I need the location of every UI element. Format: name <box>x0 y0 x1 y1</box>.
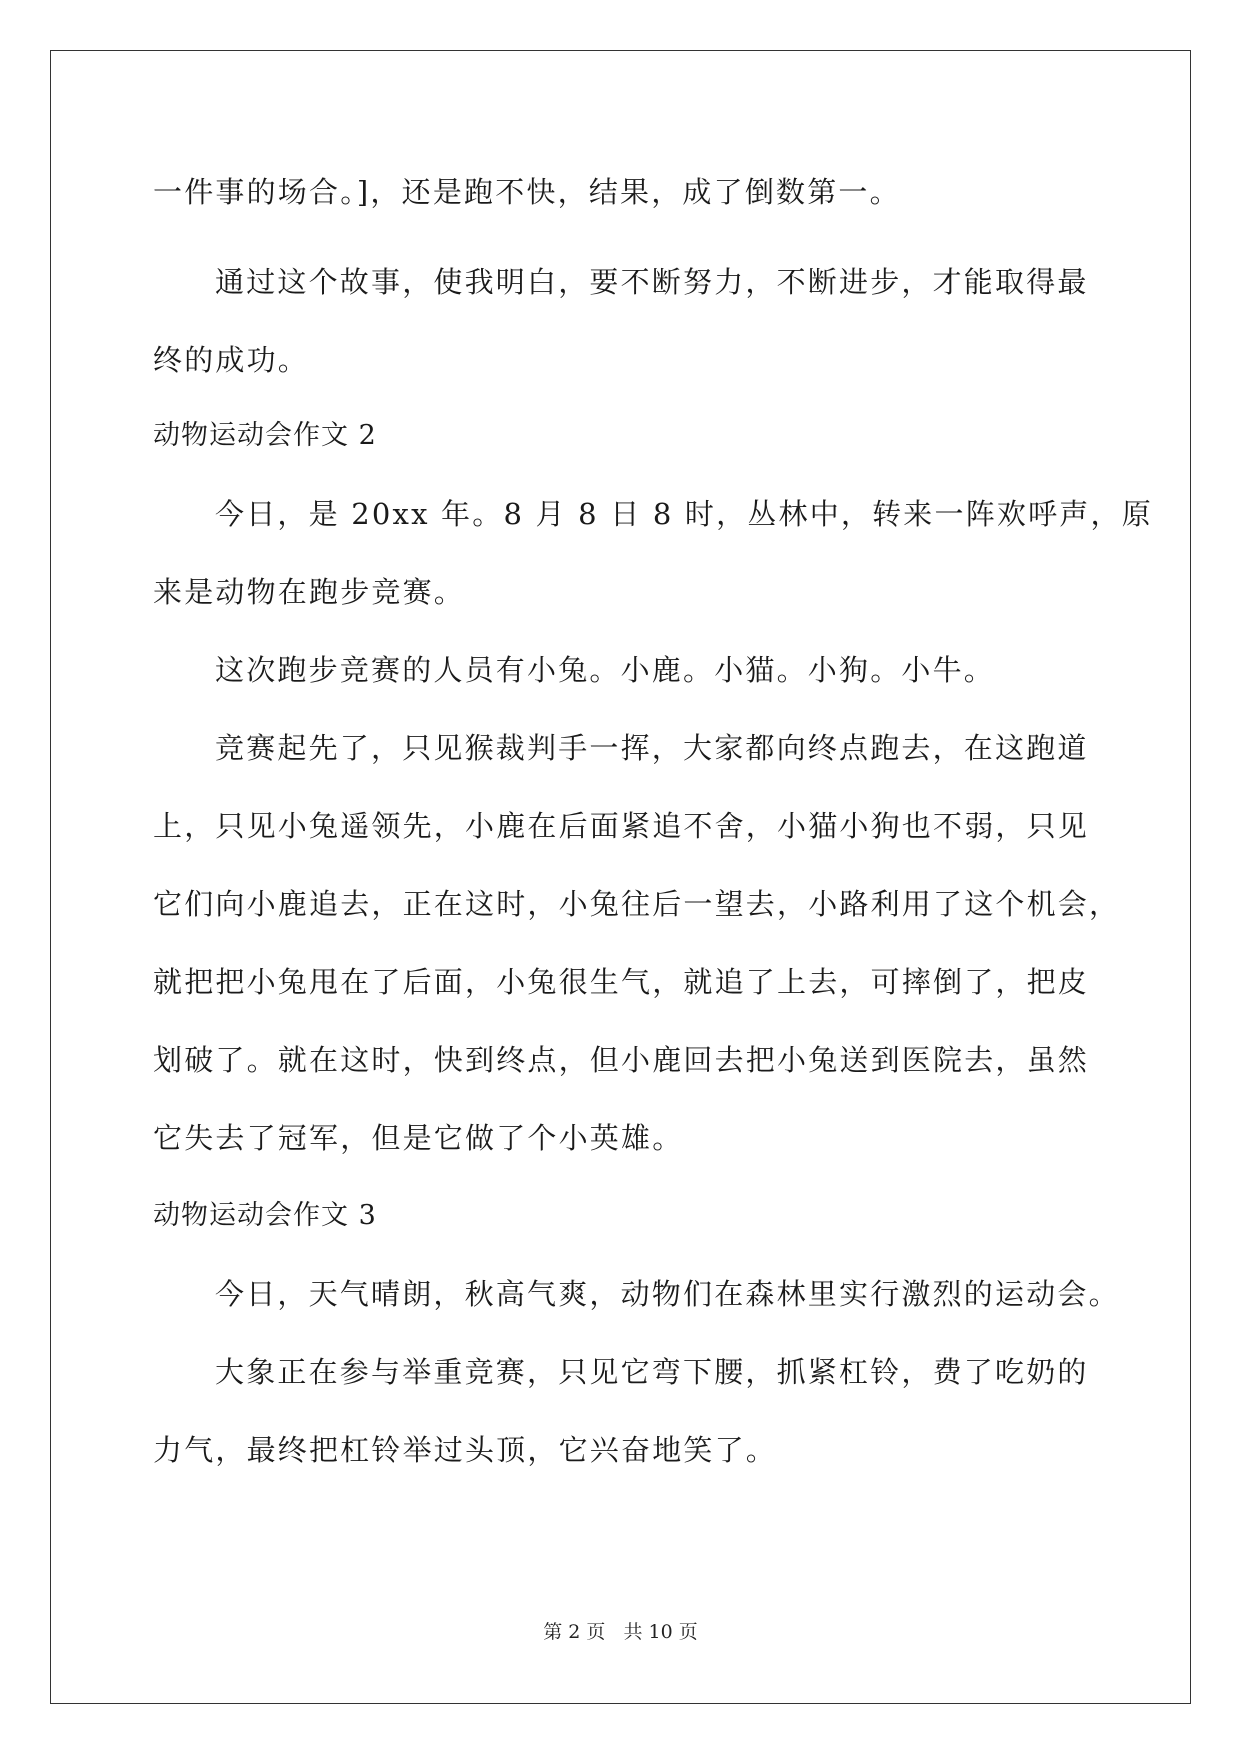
section-heading: 动物运动会作文 2 <box>153 420 377 451</box>
text-line: 今日，天气晴朗，秋高气爽，动物们在森林里实行激烈的运动会。 <box>215 1277 1120 1311</box>
text-line: 今日，是 20xx 年。8 月 8 日 8 时，丛林中，转来一阵欢呼声，原 <box>215 497 1153 531</box>
text-line: 它们向小鹿追去，正在这时，小兔往后一望去，小路利用了这个机会， <box>153 887 1121 921</box>
text-line: 终的成功。 <box>153 343 310 377</box>
text-line: 来是动物在跑步竞赛。 <box>153 575 466 609</box>
text-line: 这次跑步竞赛的人员有小兔。小鹿。小猫。小狗。小牛。 <box>215 653 996 687</box>
text-line: 就把把小兔甩在了后面，小兔很生气，就追了上去，可摔倒了，把皮 <box>153 965 1090 999</box>
page-footer <box>0 1620 1241 1644</box>
text-line: 大象正在参与举重竞赛，只见它弯下腰，抓紧杠铃，费了吃奶的 <box>215 1355 1089 1389</box>
page-number: 第 2 页 <box>543 1621 606 1643</box>
text-line: 划破了。就在这时，快到终点，但小鹿回去把小兔送到医院去，虽然 <box>153 1043 1090 1077</box>
text-line: 它失去了冠军，但是它做了个小英雄。 <box>153 1121 684 1155</box>
text-line: 上，只见小兔遥领先，小鹿在后面紧追不舍，小猫小狗也不弱，只见 <box>153 809 1090 843</box>
text-line: 竞赛起先了，只见猴裁判手一挥，大家都向终点跑去，在这跑道 <box>215 731 1089 765</box>
text-line: 力气，最终把杠铃举过头顶，它兴奋地笑了。 <box>153 1433 778 1467</box>
section-heading: 动物运动会作文 3 <box>153 1200 377 1231</box>
text-line: 一件事的场合。]，还是跑不快，结果，成了倒数第一。 <box>153 175 901 209</box>
page-total: 共 10 页 <box>623 1621 698 1643</box>
text-line: 通过这个故事，使我明白，要不断努力，不断进步，才能取得最 <box>215 265 1089 299</box>
